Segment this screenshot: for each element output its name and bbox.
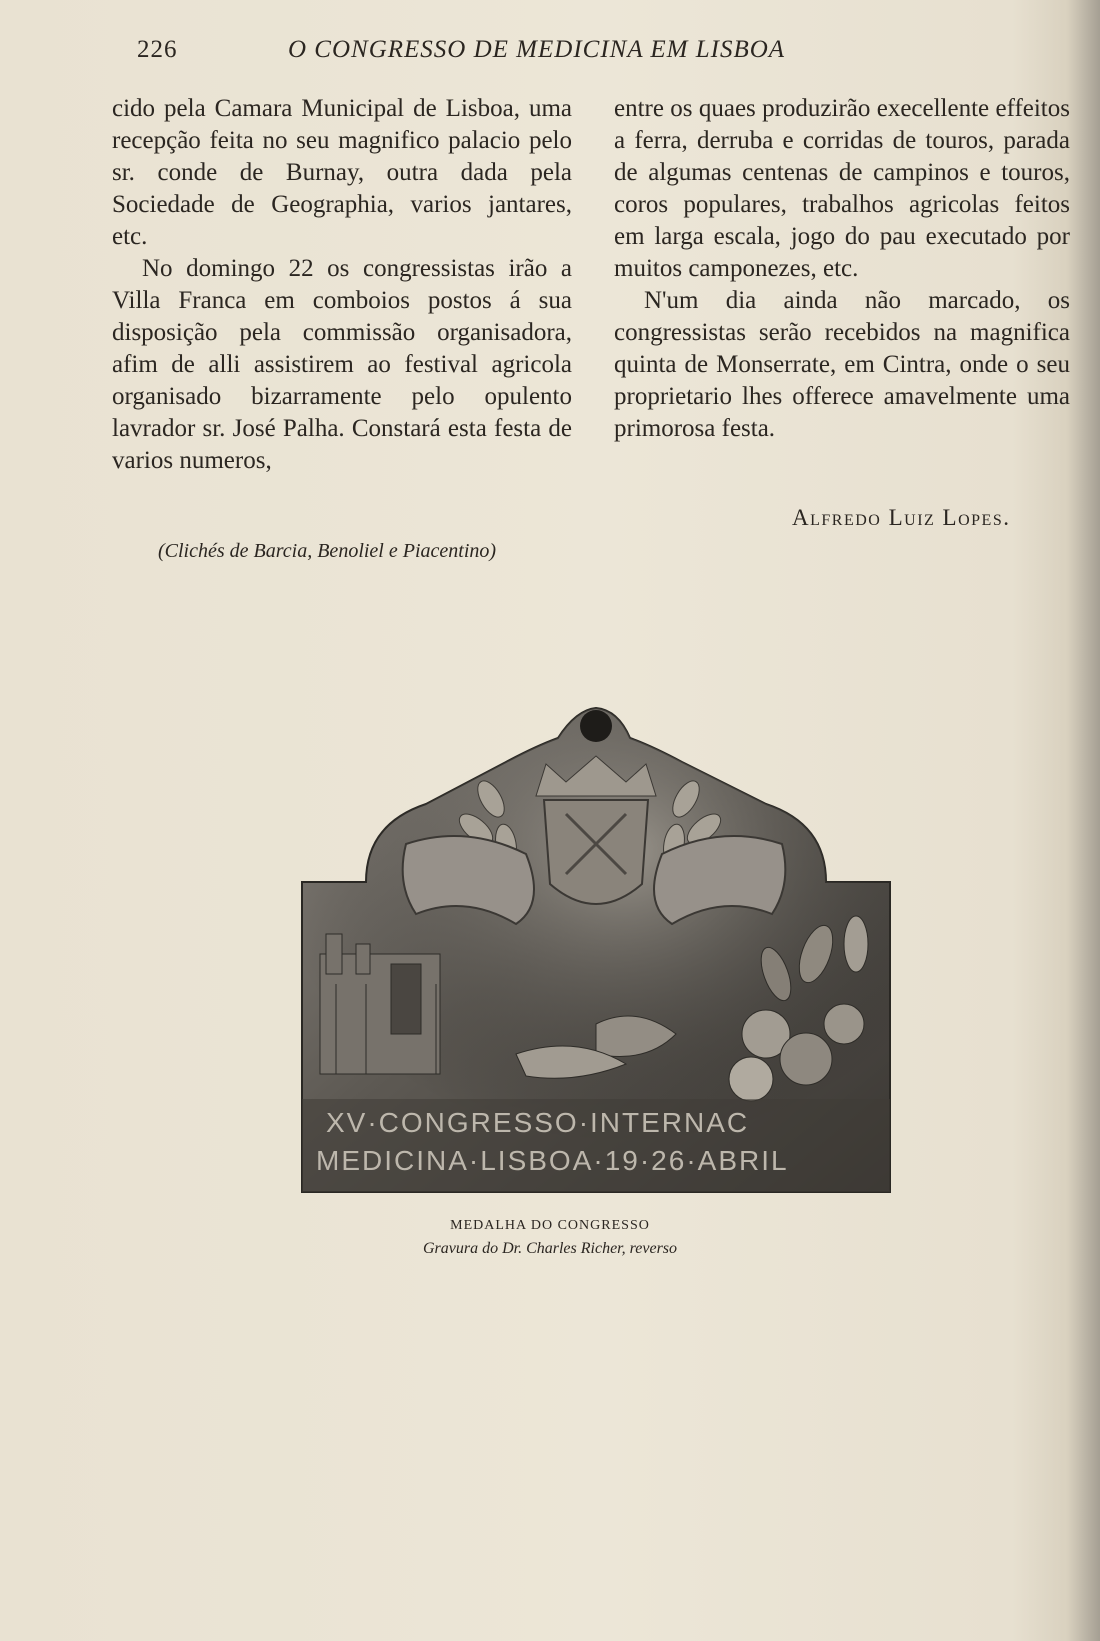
right-column — [614, 93, 1070, 445]
medal-inscription-line2: MEDICINA·LISBOA·19·26·ABRIL — [316, 1145, 789, 1176]
figure-caption-title: MEDALHA DO CONGRESSO — [450, 1218, 650, 1233]
medal-image — [296, 704, 892, 1194]
left-paragraph-2: No domingo 22 os congressistas irão a Villa Franca em comboios postos á sua disposição pela commissão organisadora, afim de alli assistirem ao festival agricola organisado bizarramente pelo opulento lavrador sr. José Palha. Constará esta festa de varios numeros, — [112, 255, 572, 474]
author-signature: Alfredo Luiz Lopes. — [792, 505, 1011, 530]
left-column — [112, 93, 572, 477]
medal-inscription-line1: XV·CONGRESSO·INTERNAC — [326, 1107, 750, 1138]
right-paragraph-1: entre os quaes produzirão execellente effeitos a ferra, derruba e corridas de touros, parada de algumas centenas de campinos e touros, coros populares, trabalhos agricolas feitos em larga escala, jogo do pau executado por muitos camponezes, etc. — [614, 95, 1070, 282]
running-title: O CONGRESSO DE MEDICINA EM LISBOA — [288, 36, 786, 63]
right-paragraph-2: N'um dia ainda não marcado, os congressistas serão recebidos na magnifica quinta de Monserrate, em Cintra, onde o seu proprietario lhes offerece amavelmente uma primorosa festa. — [614, 287, 1070, 442]
left-paragraph-1: cido pela Camara Municipal de Lisboa, uma recepção feita no seu magnifico palacio pelo sr. conde de Burnay, outra dada pela Sociedade de Geographia, varios jantares, etc. — [112, 95, 572, 250]
building-relief — [320, 934, 440, 1074]
medal-figure — [296, 704, 892, 1194]
page-number: 226 — [137, 36, 178, 63]
figure-caption-subtitle: Gravura do Dr. Charles Richer, reverso — [422, 1240, 678, 1257]
photo-credit: (Clichés de Barcia, Benoliel e Piacentino) — [158, 540, 497, 562]
